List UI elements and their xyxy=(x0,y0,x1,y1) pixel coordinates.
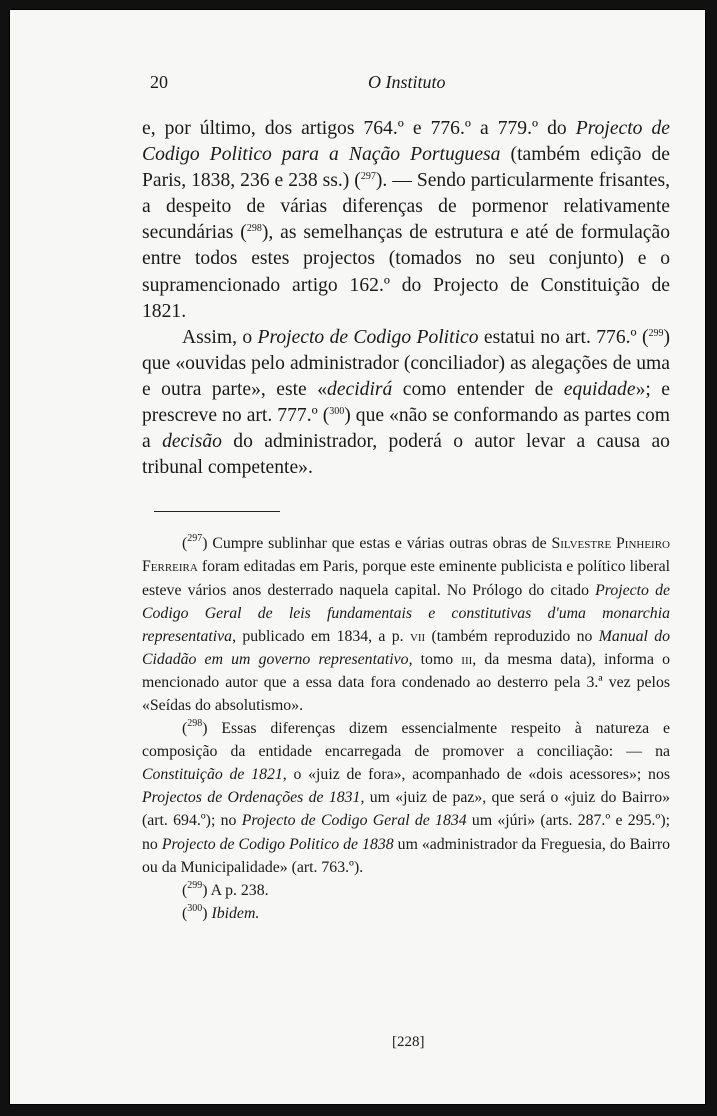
footnote-ref-297: 297 xyxy=(360,171,376,183)
main-text xyxy=(142,116,670,481)
footnote-299: ($^{299}$) A p. 238. xyxy=(182,879,269,899)
paragraph-1: e, por último, dos artigos 764.º e 776.º a 779.º do Projecto de Codigo Politico para a Nação Portuguesa (também edição de Paris, 1838, 236 e 238 ss.) ($^{297}$). — Sendo particularmente frisantes, a despeito de várias diferenças de pormenor relativamente secundárias ($^{298}$), as semelhanças de estrutura e até de formulação entre todos estes projectos (tomados no seu conjunto) e o supramencionado artigo 162.º do Projecto de Constituição de 1821. xyxy=(142,118,670,322)
running-title: O Instituto xyxy=(368,72,446,92)
page-number: 20 xyxy=(150,72,168,92)
document-page xyxy=(142,72,671,1050)
footnote-ref-300: 300 xyxy=(329,406,345,418)
footnote-298: ($^{298}$) Essas diferenças dizem essencialmente respeito à natureza e composição da entidade encarregada de promover a conciliação: — na Constituição de 1821, o «juiz de fora», acompanhado de «dois acessores»; nos Projectos de Ordenações de 1831, um «juiz de paz», que será o «juiz do Bairro» (art. 694.º); no Projecto de Codigo Geral de 1834 um «júri» (arts. 287.º e 295.º); no Projecto de Codigo Politico de 1838 um «administrador da Freguesia, do Bairro ou da Municipalidade» (art. 763.º). xyxy=(142,718,670,876)
footnotes xyxy=(142,532,670,925)
author-name: Silvestre Pinheiro Ferreira xyxy=(142,535,670,576)
paragraph-2: Assim, o Projecto de Codigo Politico estatui no art. 776.º ($^{299}$) que «ouvidas pelo administrador (conciliador) as alegações de uma e outra parte», este «decidirá como entender de equidade»; e prescreve no art. 777.º ($^{300}$) que «não se conformando as partes com a decisão do administrador, poderá o autor levar a causa ao tribunal competente». xyxy=(142,326,670,479)
footnote-divider xyxy=(154,511,280,512)
page-header xyxy=(142,72,670,100)
footnote-297: ($^{297}$) Cumpre sublinhar que estas e várias outras obras de Silvestre Pinheiro Ferreira foram editadas em Paris, porque este eminente publicista e político liberal esteve vários anos desterrado naquela capital. No Prólogo do citado Projecto de Codigo Geral de leis fundamentais e constitutivas d'uma monarchia representativa, publicado em 1834, a p. vii (também reproduzido no Manual do Cidadão em um governo representativo, tomo iii, da mesma data), informa o mencionado autor que a essa data fora condenado ao desterro pela 3.ª vez pelos «Seídas do absolutismo». xyxy=(142,533,671,714)
footnote-ref-299: 299 xyxy=(648,327,664,339)
footnote-300: ($^{300}$) Ibidem. xyxy=(182,902,260,922)
folio-number: [228] xyxy=(392,1034,425,1050)
footnote-ref-298: 298 xyxy=(246,223,262,235)
